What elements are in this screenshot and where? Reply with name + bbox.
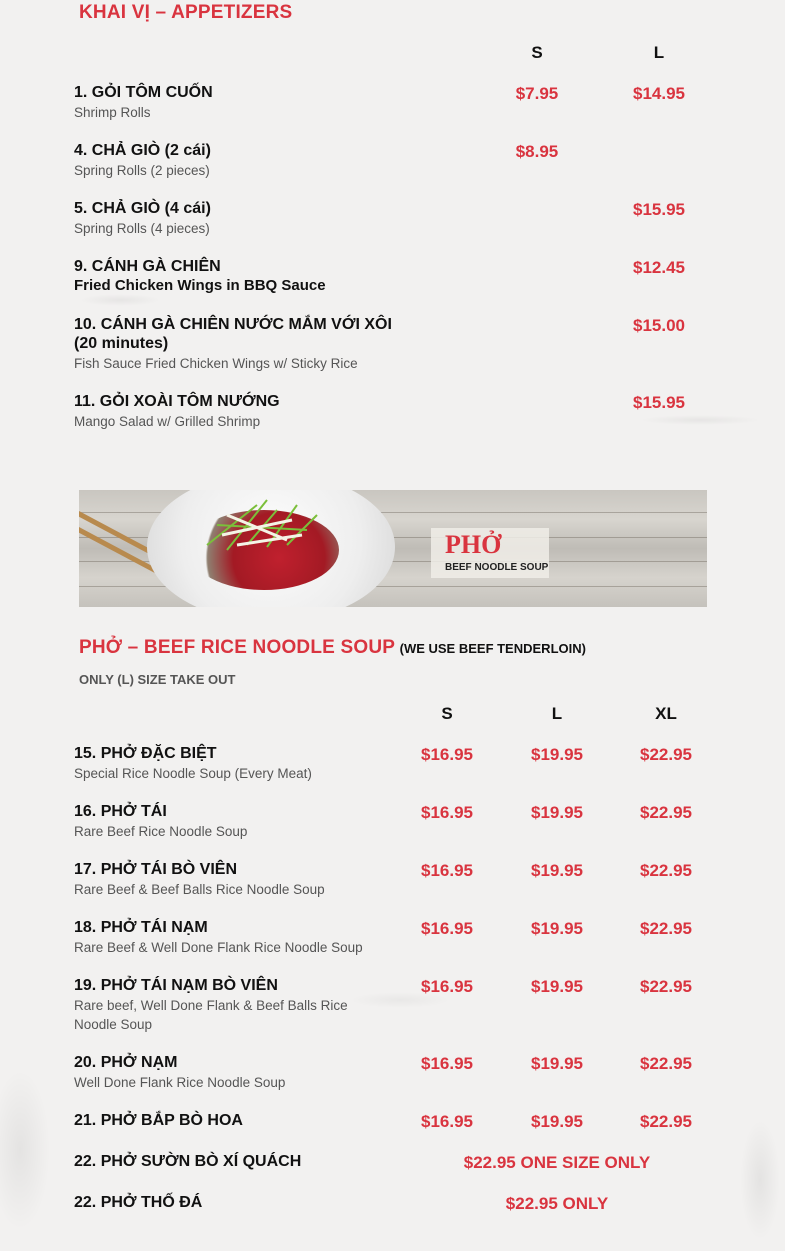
price-l: $19.95 [531, 919, 583, 938]
pho-title: PHỞ – BEEF RICE NOODLE SOUP [79, 637, 396, 658]
price-xl: $22.95 [640, 745, 692, 764]
item-name: 19. PHỞ TÁI NẠM BÒ VIÊN [74, 977, 278, 994]
item-desc: Fried Chicken Wings in BBQ Sauce [74, 277, 326, 294]
price-s: $8.95 [515, 142, 559, 161]
price-one-size: $22.95 ONE SIZE ONLY [463, 1153, 651, 1172]
price-xl: $22.95 [640, 861, 692, 880]
item-name: 9. CÁNH GÀ CHIÊN [74, 258, 221, 275]
item-name: 17. PHỞ TÁI BÒ VIÊN [74, 861, 238, 878]
price-s: $7.95 [515, 84, 559, 103]
price-xl: $22.95 [640, 977, 692, 996]
item-name: 4. CHẢ GIÒ (2 cái) [74, 142, 211, 159]
price-s: $16.95 [421, 977, 473, 996]
item-desc: Rare Beef & Well Done Flank Rice Noodle Soup [74, 940, 363, 955]
item-name: 20. PHỞ NẠM [74, 1054, 178, 1071]
item-name: 11. GỎI XOÀI TÔM NƯỚNG [74, 393, 280, 410]
price-s: $16.95 [421, 1112, 473, 1131]
price-l: $19.95 [531, 803, 583, 822]
pho-banner-image [79, 490, 707, 607]
green-onion-graphic [197, 495, 327, 555]
item-desc: Shrimp Rolls [74, 105, 151, 120]
banner-title: PHỞ [445, 530, 502, 559]
item-name: 1. GỎI TÔM CUỐN [74, 84, 213, 101]
item-name: 21. PHỞ BẮP BÒ HOA [74, 1112, 243, 1129]
price-l: $19.95 [531, 745, 583, 764]
price-xl: $22.95 [640, 919, 692, 938]
item-desc: Mango Salad w/ Grilled Shrimp [74, 414, 261, 429]
item-name: 18. PHỞ TÁI NẠM [74, 919, 208, 936]
item-desc: Rare beef, Well Done Flank & Beef Balls Rice Noodle Soup [74, 998, 348, 1032]
pho-heading [79, 637, 586, 659]
price-l: $19.95 [531, 977, 583, 996]
item-name: 10. CÁNH GÀ CHIÊN NƯỚC MẮM VỚI XÔI (20 minutes) [74, 316, 392, 352]
price-s: $16.95 [421, 803, 473, 822]
item-desc: Spring Rolls (2 pieces) [74, 163, 210, 178]
price-l: $19.95 [531, 861, 583, 880]
item-name: 5. CHẢ GIÒ (4 cái) [74, 200, 211, 217]
item-name: 16. PHỞ TÁI [74, 803, 167, 820]
banner-subtitle: BEEF NOODLE SOUP [445, 562, 549, 573]
pho-col-xl: XL [655, 704, 677, 723]
appetizers-col-l: L [653, 43, 665, 62]
price-l: $19.95 [531, 1112, 583, 1131]
price-s: $16.95 [421, 1054, 473, 1073]
price-l: $14.95 [633, 84, 685, 103]
price-l: $15.95 [633, 200, 685, 219]
price-s: $16.95 [421, 919, 473, 938]
item-desc: Rare Beef Rice Noodle Soup [74, 824, 248, 839]
item-desc: Rare Beef & Beef Balls Rice Noodle Soup [74, 882, 325, 897]
item-name: 22. PHỞ THỐ ĐÁ [74, 1194, 203, 1211]
price-l: $15.95 [633, 393, 685, 412]
item-name: 15. PHỞ ĐẶC BIỆT [74, 745, 217, 762]
item-desc: Special Rice Noodle Soup (Every Meat) [74, 766, 312, 781]
price-one-size: $22.95 ONLY [505, 1194, 609, 1213]
price-l: $19.95 [531, 1054, 583, 1073]
appetizers-col-s: S [531, 43, 543, 62]
item-desc: Spring Rolls (4 pieces) [74, 221, 210, 236]
price-l: $12.45 [633, 258, 685, 277]
price-s: $16.95 [421, 861, 473, 880]
price-xl: $22.95 [640, 1112, 692, 1131]
price-l: $15.00 [633, 316, 685, 335]
price-xl: $22.95 [640, 1054, 692, 1073]
item-name: 22. PHỞ SƯỜN BÒ XÍ QUÁCH [74, 1153, 302, 1170]
pho-col-l: L [551, 704, 563, 723]
price-xl: $22.95 [640, 803, 692, 822]
item-desc: Fish Sauce Fried Chicken Wings w/ Sticky Rice [74, 356, 358, 371]
appetizers-title: KHAI VỊ – APPETIZERS [79, 2, 293, 23]
pho-subtitle: (WE USE BEEF TENDERLOIN) [399, 641, 586, 656]
pho-col-s: S [441, 704, 453, 723]
price-s: $16.95 [421, 745, 473, 764]
item-desc: Well Done Flank Rice Noodle Soup [74, 1075, 286, 1090]
takeout-note: ONLY (L) SIZE TAKE OUT [79, 672, 236, 687]
